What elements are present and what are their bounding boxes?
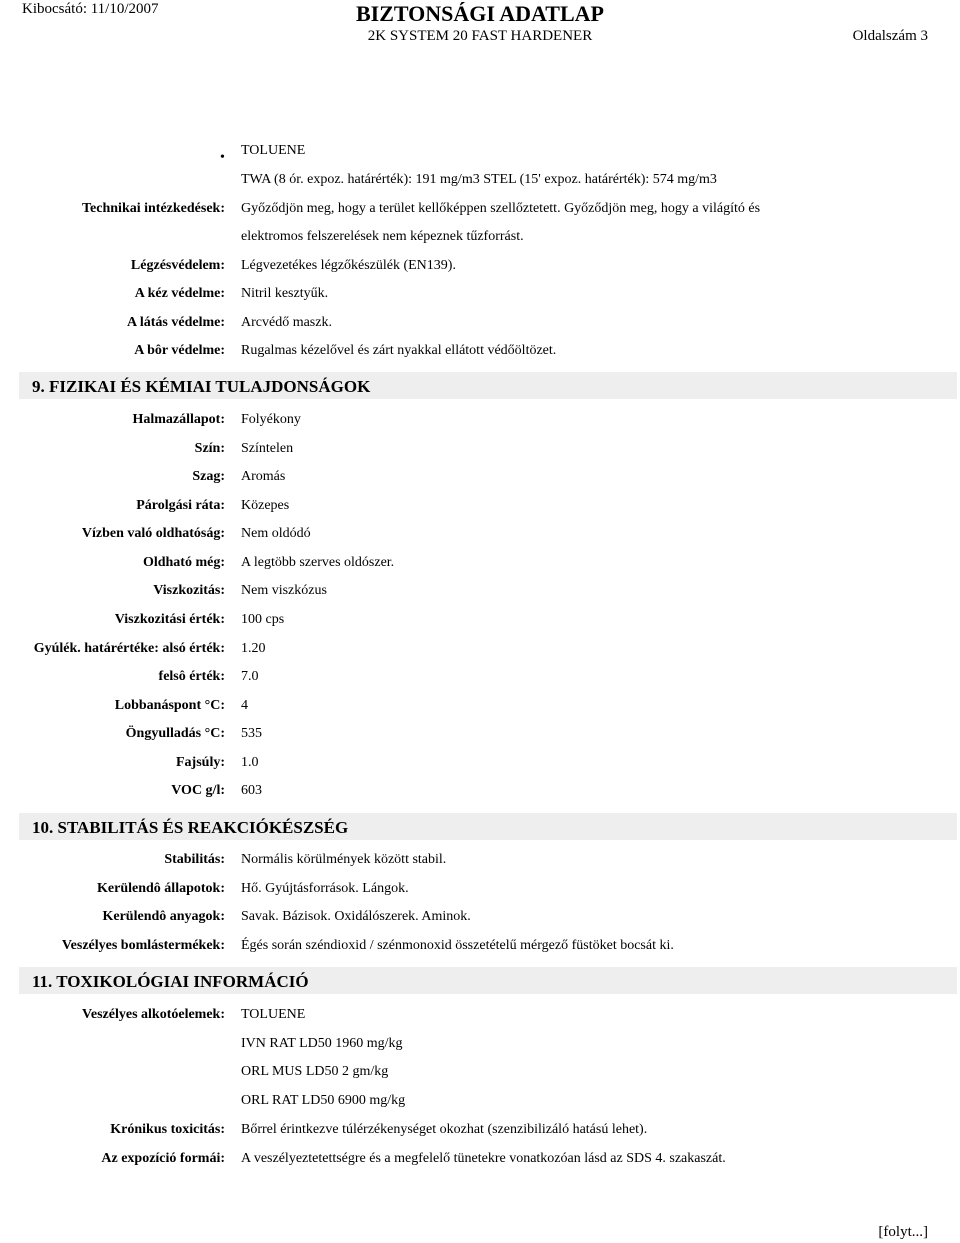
toxicology-component: IVN RAT LD50 1960 mg/kg: [241, 1036, 403, 1051]
protection-label: Technikai intézkedések:: [82, 201, 225, 216]
section-heading: 9. FIZIKAI ÉS KÉMIAI TULAJDONSÁGOK: [19, 372, 957, 399]
property-label: felsô érték:: [158, 669, 225, 684]
property-value: Nem viszkózus: [241, 583, 327, 598]
property-label: Lobbanáspont °C:: [114, 698, 225, 713]
property-value: 1.20: [241, 641, 266, 656]
property-label: Párolgási ráta:: [136, 498, 225, 513]
stability-label: Kerülendô állapotok:: [97, 881, 225, 896]
section-heading: 11. TOXIKOLÓGIAI INFORMÁCIÓ: [19, 967, 957, 994]
toxicology-label: Veszélyes alkotóelemek:: [82, 1007, 225, 1022]
property-value: Közepes: [241, 498, 290, 513]
property-value: 535: [241, 726, 262, 741]
property-label: Halmazállapot:: [132, 412, 225, 427]
stability-value: Normális körülmények között stabil.: [241, 852, 447, 867]
continued-marker: [folyt...]: [878, 1224, 928, 1240]
property-label: Oldható még:: [142, 555, 225, 570]
property-value: 100 cps: [241, 612, 285, 627]
exposure-limits: TWA (8 ór. expoz. határérték): 191 mg/m3 STEL (15' expoz. határérték): 574 mg/m3: [241, 172, 717, 187]
bullet: •: [220, 150, 225, 165]
protection-value: Nitril kesztyűk.: [241, 286, 329, 301]
property-label: Szín:: [194, 441, 225, 456]
protection-value: Győződjön meg, hogy a terület kellőképpen szellőztetett. Győződjön meg, hogy a világító és: [241, 201, 761, 216]
property-label: VOC g/l:: [171, 783, 225, 798]
property-value: Színtelen: [241, 441, 294, 456]
property-label: Gyúlék. határértéke: alsó érték:: [33, 641, 225, 656]
property-value: 7.0: [241, 669, 259, 684]
property-label: Öngyulladás °C:: [125, 726, 225, 741]
toxicology-label: Krónikus toxicitás:: [110, 1122, 225, 1137]
toxicology-component: ORL MUS LD50 2 gm/kg: [241, 1064, 389, 1079]
document-title: BIZTONSÁGI ADATLAP: [356, 1, 604, 26]
stability-label: Stabilitás:: [164, 852, 225, 867]
property-label: Viszkozitási érték:: [114, 612, 225, 627]
toxicology-component: ORL RAT LD50 6900 mg/kg: [241, 1093, 406, 1108]
stability-value: Égés során széndioxid / szénmonoxid összetételű mérgező füstöket bocsát ki.: [241, 938, 674, 953]
page-number: Oldalszám 3: [852, 28, 928, 44]
protection-label: Légzésvédelem:: [130, 258, 225, 273]
protection-label: A bôr védelme:: [134, 343, 225, 358]
protection-value: elektromos felszerelések nem képeznek tűzforrást.: [241, 229, 524, 244]
product-name: 2K SYSTEM 20 FAST HARDENER: [367, 28, 593, 44]
stability-label: Kerülendô anyagok:: [102, 909, 225, 924]
issue-date: Kibocsátó: 11/10/2007: [22, 1, 159, 17]
stability-value: Savak. Bázisok. Oxidálószerek. Aminok.: [241, 909, 471, 924]
property-value: Aromás: [241, 469, 286, 484]
protection-value: Arcvédő maszk.: [241, 315, 332, 330]
property-label: Vízben való oldhatóság:: [81, 526, 225, 541]
property-label: Fajsúly:: [176, 755, 225, 770]
stability-label: Veszélyes bomlástermékek:: [61, 938, 225, 953]
property-value: 603: [241, 783, 262, 798]
section-heading: 10. STABILITÁS ÉS REAKCIÓKÉSZSÉG: [19, 813, 957, 840]
protection-label: A látás védelme:: [127, 315, 225, 330]
property-value: Folyékony: [241, 412, 301, 427]
protection-label: A kéz védelme:: [134, 286, 225, 301]
toxicology-value: Bőrrel érintkezve túlérzékenységet okozhat (szenzibilizáló hatású lehet).: [241, 1122, 648, 1137]
property-value: Nem oldódó: [241, 526, 311, 541]
property-value: 1.0: [241, 755, 259, 770]
toxicology-value: A veszélyeztetettségre és a megfelelő tünetekre vonatkozóan lásd az SDS 4. szakaszát.: [241, 1151, 726, 1166]
property-value: A legtöbb szerves oldószer.: [241, 555, 395, 570]
property-label: Szag:: [192, 469, 225, 484]
protection-value: Rugalmas kézelővel és zárt nyakkal ellátott védőöltözet.: [241, 343, 557, 358]
property-value: 4: [241, 698, 248, 713]
exposure-substance: TOLUENE: [241, 143, 306, 158]
toxicology-label: Az expozíció formái:: [101, 1151, 225, 1166]
protection-value: Légvezetékes légzőkészülék (EN139).: [241, 258, 456, 273]
stability-value: Hő. Gyújtásforrások. Lángok.: [241, 881, 409, 896]
toxicology-component: TOLUENE: [241, 1007, 306, 1022]
property-label: Viszkozitás:: [153, 583, 225, 598]
